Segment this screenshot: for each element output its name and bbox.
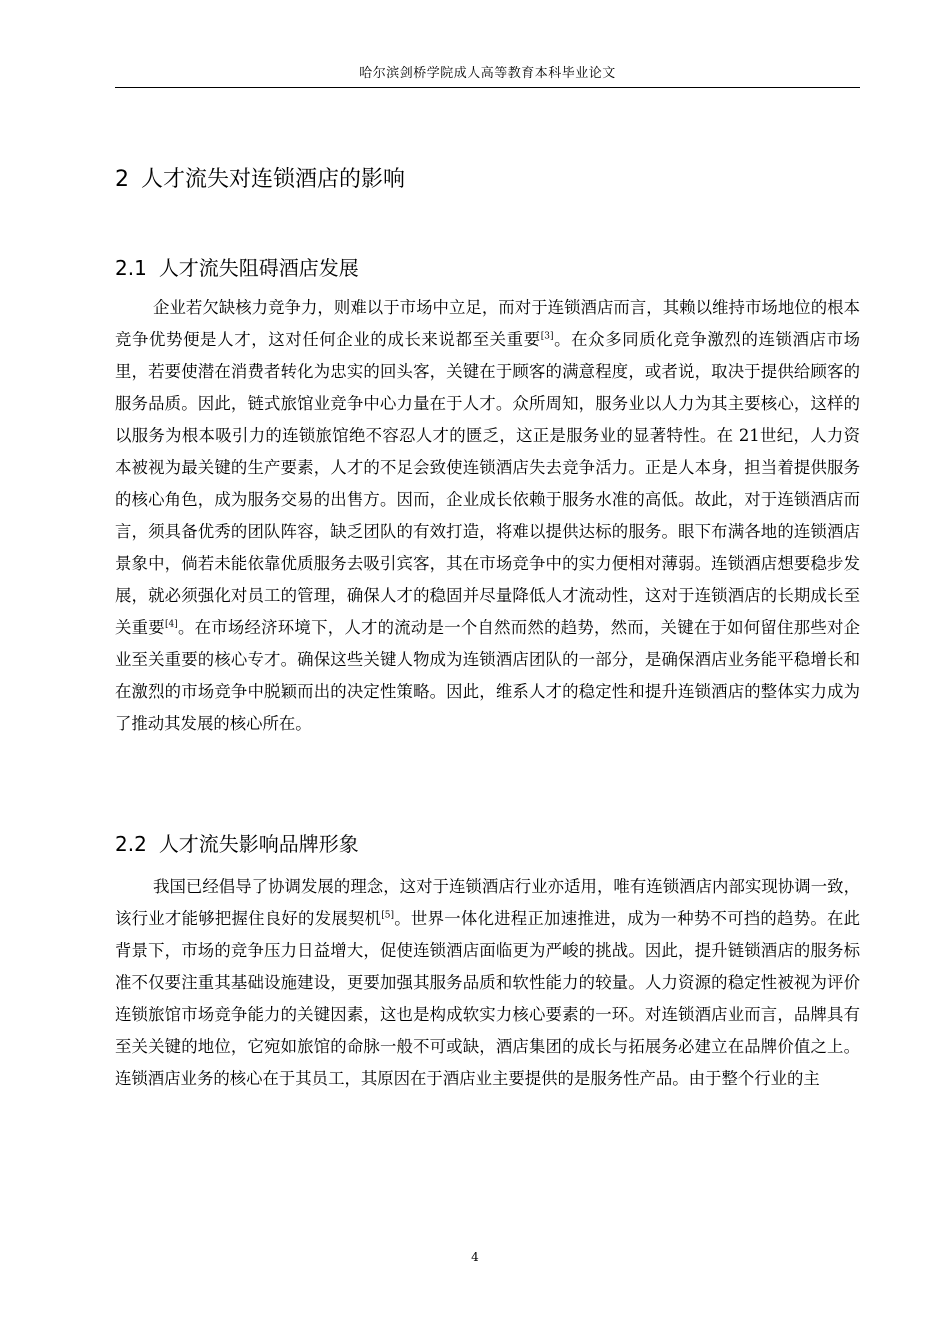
chapter-number: 2 xyxy=(115,167,129,192)
paragraph-text: 。世界一体化进程正加速推进，成为一种势不可挡的趋势。在此背景下，市场的竞争压力日益增大，促使连锁酒店面临更为严峻的挑战。因此，提升链锁酒店的服务标准不仅要注重其基础设施建设，更要加强其服务品质和软性能力的较量。人力资源的稳定性被视为评价连锁旅馆市场竞争能力的关键因素，这也是构成软实力核心要素的一环。对连锁酒店业而言，品牌具有至关关键的地位，它宛如旅馆的命脉一般不可或缺，酒店集团的成长与拓展务必建立在品牌价值之上。连锁酒店业务的核心在于其员工，其原因在于酒店业主要提供的是服务性产品。由于整个行业的主 xyxy=(115,909,861,1088)
section-title-2-1 xyxy=(115,252,359,281)
section-number: 2.2 xyxy=(115,832,147,856)
chapter-title-text: 人才流失对连锁酒店的影响 xyxy=(141,167,406,192)
header-divider xyxy=(115,87,860,88)
chapter-title xyxy=(115,162,405,193)
section-title-2-2 xyxy=(115,828,359,857)
paragraph-text: 。在众多同质化竞争激烈的连锁酒店市场里，若要使潜在消费者转化为忠实的回头客，关键在于顾客的满意程度，或者说，取决于提供给顾客的服务品质。因此，链式旅馆业竞争中心力量在于人才。众所周知，服务业以人力为其主要核心，这样的以服务为根本吸引力的连锁旅馆绝不容忍人才的匮乏，这正是服务业的显著特性。在 21世纪，人力资本被视为最关键的生产要素，人才的不足会致使连锁酒店失去竞争活力。正是人本身，担当着提供服务的核心角色，成为服务交易的出售方。因而，企业成长依赖于服务水准的高低。故此，对于连锁酒店而言，须具备优秀的团队阵容，缺乏团队的有效打造，将难以提供达标的服务。眼下布满各地的连锁酒店景象中，倘若未能依靠优质服务去吸引宾客，其在市场竞争中的实力便相对薄弱。连锁酒店想要稳步发展，就必须强化对员工的管理，确保人才的稳固并尽量降低人才流动性，这对于连锁酒店的长期成长至关重要 xyxy=(115,330,861,637)
section-title-text: 人才流失阻碍酒店发展 xyxy=(158,256,359,280)
section-2-2-paragraph xyxy=(115,871,860,1095)
page-number: 4 xyxy=(471,1250,479,1264)
paragraph-text: 企业若欠缺核力竞争力，则难以于市场中立足，而对于连锁酒店而言，其赖以维持市场地位的根本竞争优势便是人才，这对任何企业的成长来说都至关重要 xyxy=(115,298,860,349)
page-header: 哈尔滨剑桥学院成人高等教育本科毕业论文 xyxy=(359,66,616,81)
paragraph-text: 我国已经倡导了协调发展的理念，这对于连锁酒店行业亦适用，唯有连锁酒店内部实现协调一致，该行业才能够把握住良好的发展契机 xyxy=(115,877,860,928)
section-2-1-paragraph xyxy=(115,292,860,740)
citation-ref: [5] xyxy=(381,910,395,921)
citation-ref: [3] xyxy=(540,331,554,342)
section-number: 2.1 xyxy=(115,256,147,280)
section-title-text: 人才流失影响品牌形象 xyxy=(158,832,359,856)
citation-ref: [4] xyxy=(164,619,178,630)
paragraph-text: 。在市场经济环境下，人才的流动是一个自然而然的趋势，然而，关键在于如何留住那些对企业至关重要的核心专才。确保这些关键人物成为连锁酒店团队的一部分，是确保酒店业务能平稳增长和在激烈的市场竞争中脱颖而出的决定性策略。因此，维系人才的稳定性和提升连锁酒店的整体实力成为了推动其发展的核心所在。 xyxy=(115,618,861,733)
